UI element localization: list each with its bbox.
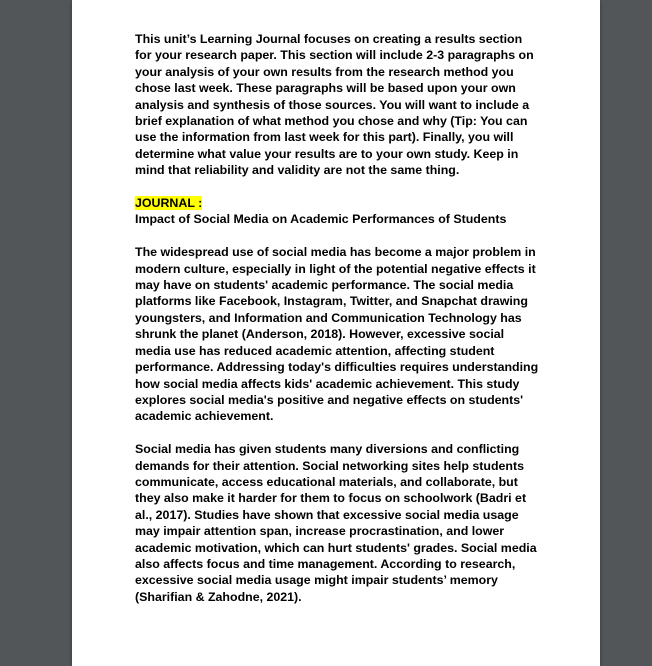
journal-label: JOURNAL : (135, 196, 203, 211)
intro-paragraph: This unit’s Learning Journal focuses on creating a results section for your research paper. This section will include 2-3 paragraphs on your analysis of your own results from the research method you chose last week. These paragraphs will be based upon your own analysis and synthesis of those sources. You will want to include a brief explanation of what method you chose and why (Tip: You can use the information from last week for this part). Finally, you will determine what value your results are to your own study. Keep in mind that reliability and validity are not the same thing. (135, 32, 534, 178)
journal-label-line (135, 195, 540, 211)
body-paragraph-2: Social media has given students many diversions and conflicting demands for their attention. Social networking sites help students communicate, access educational materials, and collaborate, but they also make it harder for them to focus on schoolwork (Badri et al., 2017). Studies have shown that excessive social media usage may impair attention span, increase procrastination, and lower academic motivation, which can hurt students' grades. Social media also affects focus and time management. According to research, excessive social media usage might impair students’ memory (Sharifian & Zahodne, 2021). (135, 442, 537, 604)
body-paragraph-1: The widespread use of social media has become a major problem in modern culture, especially in light of the potential negative effects it may have on students' academic performance. The social media platforms like Facebook, Instagram, Twitter, and Snapchat drawing youngsters, and Information and Communication Technology has shrunk the planet (Anderson, 2018). However, excessive social media use has reduced academic attention, affecting student performance. Addressing today's difficulties requires understanding how social media affects kids' academic achievement. This study explores social media's positive and negative effects on students' academic achievement. (135, 245, 539, 424)
page-content (135, 31, 540, 622)
document-page (72, 0, 600, 666)
journal-title: Impact of Social Media on Academic Performances of Students (135, 212, 507, 227)
